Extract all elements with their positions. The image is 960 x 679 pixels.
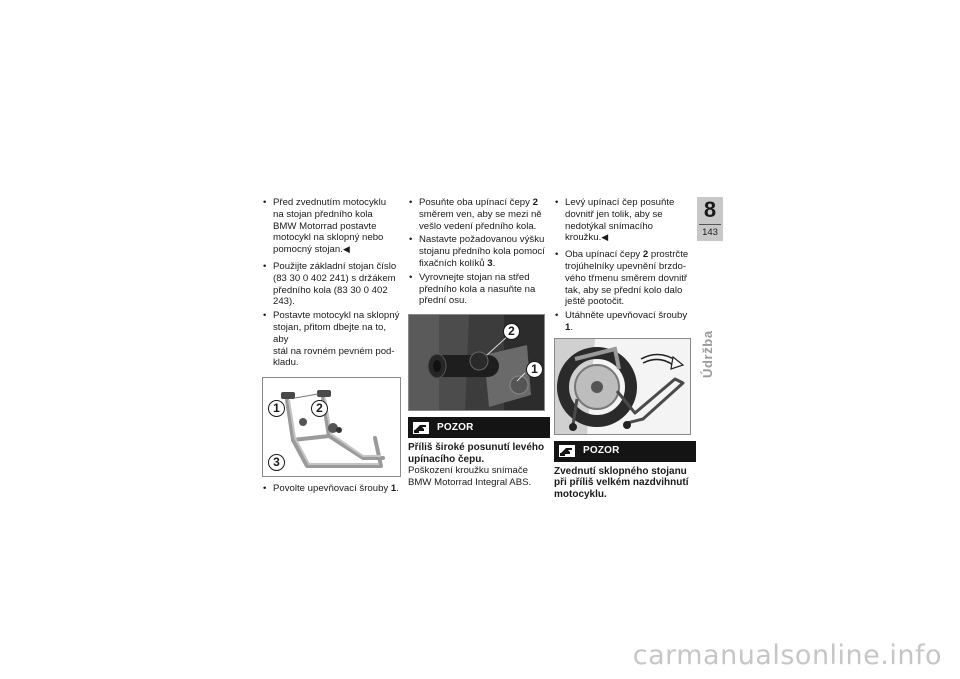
- page-number: 143: [702, 227, 718, 238]
- text-line: vého třmenu směrem dovnitř: [565, 272, 688, 284]
- caution-text: [408, 465, 550, 488]
- text-span: Utáhněte upevňovací šrouby: [565, 310, 688, 322]
- text-line: Příliš široké posunutí levého: [408, 442, 545, 454]
- text-line: • Použijte základní stojan číslo: [273, 260, 397, 272]
- text-line: 243).: [273, 296, 295, 308]
- text-line: kladu.: [273, 357, 299, 369]
- axle-pin-photo-illustration: [409, 315, 545, 411]
- text-line: [565, 249, 696, 261]
- stand-figure: [262, 377, 401, 477]
- text-span: Povolte upevňovací šrouby: [273, 483, 391, 495]
- end-mark-icon: ◀: [601, 232, 609, 243]
- caution-label: POZOR: [583, 445, 620, 457]
- column-left: [262, 197, 404, 497]
- callout-3: 3: [268, 454, 285, 471]
- instruction-move-pins: [408, 197, 550, 232]
- instruction-place-motorcycle: [262, 310, 404, 369]
- text-line: motocykl na sklopný nebo: [273, 232, 384, 244]
- text-line: [419, 258, 550, 270]
- text-line: vešlo vedení předního kola.: [419, 220, 537, 232]
- end-mark-icon: ◀: [342, 244, 350, 255]
- text-line: Zvednutí sklopného stojanu: [554, 465, 687, 477]
- axle-photo: [408, 314, 545, 411]
- text-line: Poškození kroužku snímače: [408, 465, 528, 477]
- text-line: stál na rovném pevném pod-: [273, 345, 395, 357]
- caution-hand-icon: [413, 422, 429, 434]
- reference-number: 1: [565, 321, 571, 333]
- reference-number: 2: [642, 249, 649, 261]
- column-right: [554, 197, 696, 500]
- reference-number: 2: [532, 197, 538, 208]
- text-span: prostrčte: [648, 249, 689, 261]
- caution-title: [554, 466, 696, 501]
- reference-number: 1: [390, 483, 397, 495]
- lift-figure: [554, 338, 691, 435]
- text-line: dovnitř jen tolik, aby se: [565, 208, 663, 220]
- text-span: Oba upínací čepy: [565, 249, 643, 261]
- caution-label: POZOR: [437, 421, 474, 433]
- text-line: BMW Motorrad postavte: [273, 220, 377, 232]
- stand-lift-illustration: [555, 339, 690, 434]
- caution-title: [408, 442, 550, 465]
- text-span: nedotýkal snímacího kroužku.: [565, 220, 653, 244]
- chapter-title: Údržba: [700, 330, 715, 378]
- text-line: [565, 221, 696, 245]
- callout-2: 2: [503, 323, 520, 340]
- instruction-loosen-screws: [262, 483, 404, 495]
- caution-bar: [554, 441, 696, 462]
- instruction-tighten-screws: [554, 310, 696, 334]
- text-line: [273, 244, 404, 256]
- callout-2: 2: [311, 400, 328, 417]
- text-line: • Postavte motocykl na sklopný: [273, 310, 400, 322]
- chapter-number: 8: [703, 197, 717, 222]
- text-line: [419, 197, 550, 209]
- caution-bar: [408, 417, 550, 438]
- instruction-left-pin: [554, 197, 696, 244]
- text-line: upínacího čepu.: [408, 453, 485, 465]
- text-span: .: [492, 257, 496, 269]
- text-line: přední osu.: [419, 295, 468, 307]
- watermark: carmanualsonline.info: [632, 640, 942, 671]
- text-line: trojúhelníky upevnění brzdo-: [565, 260, 687, 272]
- text-line: předního kola a nasuňte na: [419, 283, 536, 295]
- instruction-before-lifting: [262, 197, 404, 256]
- text-line: ještě pootočit.: [565, 296, 625, 308]
- text-span: pomocný stojan.: [273, 244, 343, 256]
- column-middle: [408, 197, 550, 488]
- text-line: na stojan předního kola: [273, 208, 373, 220]
- text-line: směrem ven, aby se mezi ně: [419, 208, 542, 220]
- text-span: .: [570, 321, 574, 333]
- callout-1: 1: [526, 361, 543, 378]
- text-span: fixačních kolíků: [419, 257, 488, 269]
- instruction-insert-pins: [554, 249, 696, 308]
- text-line: • Před zvednutím motocyklu: [273, 197, 387, 208]
- instruction-set-height: [408, 234, 550, 269]
- caution-hand-icon: [559, 445, 575, 457]
- text-line: stojan, přitom dbejte na to, aby: [273, 321, 387, 345]
- text-line: (83 30 0 402 241) s držákem: [273, 272, 396, 284]
- reference-number: 3: [487, 257, 493, 269]
- text-line: motocyklu.: [554, 488, 607, 500]
- text-line: při příliš velkém nazdvihnutí: [554, 477, 689, 489]
- callout-1: 1: [268, 400, 285, 417]
- text-line: tak, aby se přední kolo dalo: [565, 284, 683, 296]
- instruction-align-stand: [408, 272, 550, 307]
- text-line: • Nastavte požadovanou výšku: [419, 234, 545, 246]
- text-line: předního kola (83 30 0 402: [273, 284, 388, 296]
- instruction-use-stand: [262, 261, 404, 308]
- text-line: BMW Motorrad Integral ABS.: [408, 476, 532, 488]
- text-line: • Vyrovnejte stojan na střed: [419, 271, 530, 283]
- chapter-divider: [699, 224, 721, 225]
- text-line: stojanu předního kola pomocí: [419, 246, 545, 258]
- text-span: .: [396, 483, 399, 495]
- text-line: • Levý upínací čep posuňte: [565, 197, 675, 208]
- text-span: Posuňte oba upínací čepy: [419, 197, 533, 208]
